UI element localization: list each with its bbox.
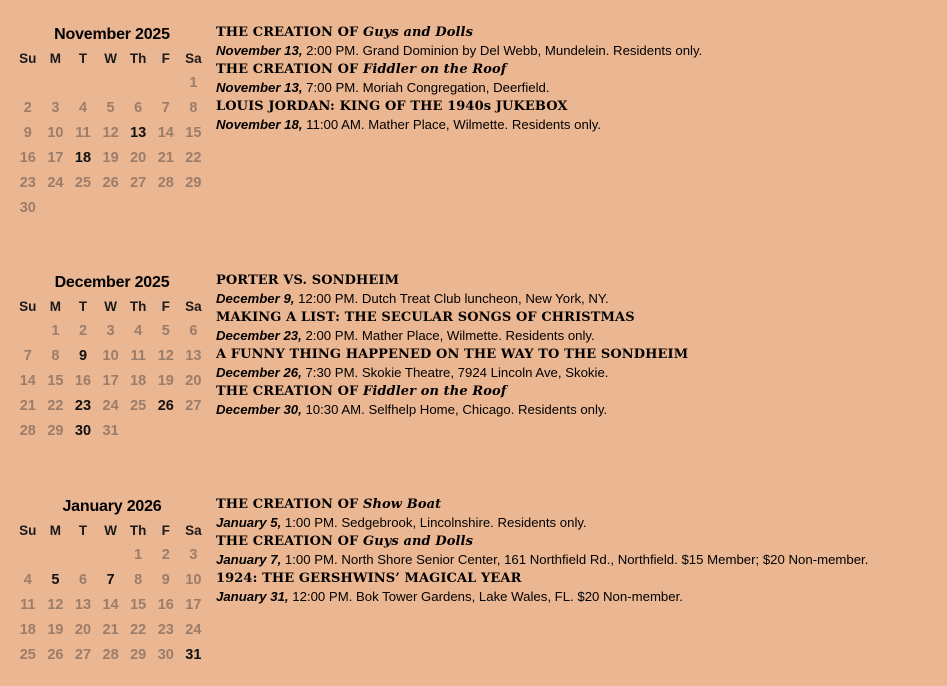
event-date: January 5,	[216, 515, 282, 530]
event-time-location: 12:00 PM. Dutch Treat Club luncheon, New York, NY.	[294, 291, 609, 306]
calendar-day-event: 31	[185, 647, 202, 663]
event-detail	[216, 401, 944, 419]
calendar-day: 21	[157, 150, 174, 166]
event-title	[216, 383, 944, 401]
calendar-day: 21	[19, 398, 36, 414]
calendar-day: 6	[78, 572, 88, 588]
calendar-day-event: 13	[130, 125, 147, 141]
event-title-text: 1924: THE GERSHWINS’ MAGICAL YEAR	[216, 571, 522, 586]
weekday-header: M	[49, 299, 62, 314]
event-title	[216, 272, 944, 290]
calendar-day: 23	[19, 175, 36, 191]
event-item	[216, 61, 944, 97]
calendar-day: 29	[130, 647, 147, 663]
calendar-day: 11	[75, 125, 91, 141]
calendar-day: 20	[130, 150, 147, 166]
calendar-day: 27	[185, 398, 202, 414]
event-item	[216, 98, 944, 134]
event-title-text: THE CREATION OF	[216, 497, 363, 512]
event-item	[216, 533, 944, 569]
calendar-day: 9	[23, 125, 32, 141]
calendar-day: 16	[19, 150, 36, 166]
event-item	[216, 496, 944, 532]
weekday-header: Th	[129, 51, 147, 66]
event-detail	[216, 116, 944, 134]
calendar-empty-cell	[14, 543, 42, 568]
calendar-november	[14, 24, 210, 221]
event-title	[216, 533, 944, 551]
calendar-empty-cell	[14, 319, 42, 344]
calendar-day: 22	[47, 398, 64, 414]
calendar-day: 6	[134, 100, 143, 116]
calendar-day-event: 23	[74, 398, 92, 414]
event-title-text: PORTER VS. SONDHEIM	[216, 273, 400, 288]
event-detail	[216, 364, 944, 382]
calendar-day: 5	[106, 100, 115, 116]
weekday-header: W	[104, 299, 117, 314]
event-detail	[216, 514, 944, 532]
calendar-day: 2	[23, 100, 32, 116]
weekday-header: Sa	[185, 51, 202, 66]
event-date: December 30,	[216, 402, 302, 417]
calendar-grid	[14, 294, 210, 444]
calendar-day: 14	[19, 373, 36, 389]
calendar-empty-cell	[69, 71, 97, 96]
calendar-day: 10	[47, 125, 64, 141]
calendar-day: 25	[19, 647, 36, 663]
calendar-day: 14	[102, 597, 119, 613]
calendar-day: 19	[157, 373, 174, 389]
event-detail	[216, 290, 944, 308]
calendar-day: 28	[157, 175, 174, 191]
event-item	[216, 383, 944, 419]
event-detail	[216, 551, 944, 569]
calendar-day: 16	[74, 373, 92, 389]
calendar-day: 11	[20, 597, 36, 613]
calendar-day: 20	[185, 373, 202, 389]
calendar-day: 30	[157, 647, 174, 663]
calendar-empty-cell	[97, 543, 125, 568]
calendar-day: 17	[47, 150, 64, 166]
event-list-december	[216, 272, 944, 420]
event-item	[216, 309, 944, 345]
calendar-day: 5	[161, 323, 170, 339]
event-title	[216, 496, 944, 514]
calendar-day: 1	[51, 323, 60, 339]
event-time-location: 11:00 AM. Mather Place, Wilmette. Residents only.	[302, 117, 602, 132]
calendar-day: 29	[47, 423, 64, 439]
event-time-location: 1:00 PM. North Shore Senior Center, 161 Northfield Rd., Northfield. $15 Member; $20 Non-member.	[281, 552, 869, 567]
calendar-day: 15	[185, 125, 202, 141]
event-date: November 13,	[216, 43, 303, 58]
calendar-day: 10	[185, 572, 202, 588]
calendar-empty-cell	[152, 71, 180, 96]
weekday-header: Th	[129, 299, 147, 314]
event-date: November 13,	[216, 80, 303, 95]
calendar-day: 26	[102, 175, 119, 191]
calendar-empty-cell	[69, 543, 97, 568]
calendar-day: 27	[130, 175, 147, 191]
event-item	[216, 24, 944, 60]
calendar-empty-cell	[42, 71, 70, 96]
calendar-day: 16	[157, 597, 174, 613]
calendar-day: 3	[189, 547, 198, 563]
event-detail	[216, 327, 944, 345]
calendar-day-event: 9	[78, 348, 88, 364]
calendar-day: 14	[157, 125, 174, 141]
calendar-grid	[14, 518, 210, 668]
calendar-day: 9	[161, 572, 170, 588]
event-detail	[216, 588, 944, 606]
event-item	[216, 346, 944, 382]
weekday-header: Sa	[185, 523, 202, 538]
calendar-day: 22	[130, 622, 147, 638]
event-title-text: A FUNNY THING HAPPENED ON THE WAY TO THE SONDHEIM	[216, 347, 689, 362]
weekday-header: F	[161, 51, 170, 66]
calendar-title: December 2025	[54, 274, 170, 291]
calendar-day: 28	[102, 647, 119, 663]
calendar-day: 8	[51, 348, 60, 364]
calendar-day: 4	[78, 100, 88, 116]
calendar-title: January 2026	[62, 498, 162, 515]
event-time-location: 10:30 AM. Selfhelp Home, Chicago. Residents only.	[301, 402, 608, 417]
calendar-day: 20	[74, 622, 92, 638]
calendar-day-event: 26	[157, 398, 174, 414]
event-title	[216, 98, 944, 116]
weekday-header: W	[104, 51, 117, 66]
calendar-day: 25	[74, 175, 92, 191]
calendar-day: 30	[19, 200, 36, 216]
calendar-empty-cell	[124, 71, 152, 96]
calendar-day: 13	[74, 597, 92, 613]
event-time-location: 2:00 PM. Mather Place, Wilmette. Residents only.	[301, 328, 595, 343]
event-show-name: Fiddler on the Roof	[363, 62, 507, 77]
calendar-day: 2	[161, 547, 170, 563]
calendar-day: 15	[47, 373, 64, 389]
weekday-header: Su	[19, 51, 37, 66]
event-title	[216, 309, 944, 327]
event-title	[216, 570, 944, 588]
calendar-day: 1	[189, 75, 198, 91]
calendar-day: 19	[47, 622, 64, 638]
event-title-text: LOUIS JORDAN: KING OF THE 1940s JUKEBOX	[216, 99, 568, 114]
calendar-day: 29	[185, 175, 202, 191]
event-detail	[216, 42, 944, 60]
event-time-location: 7:00 PM. Moriah Congregation, Deerfield.	[302, 80, 550, 95]
calendar-day: 4	[23, 572, 32, 588]
weekday-header: T	[78, 299, 88, 314]
event-title	[216, 346, 944, 364]
calendar-day: 8	[189, 100, 198, 116]
calendar-day: 21	[102, 622, 119, 638]
calendar-day: 17	[102, 373, 119, 389]
weekday-header: Th	[129, 523, 147, 538]
calendar-title: November 2025	[54, 26, 170, 43]
calendar-day: 19	[102, 150, 119, 166]
weekday-header: T	[78, 51, 88, 66]
calendar-december	[14, 272, 210, 444]
event-show-name: Guys and Dolls	[363, 25, 473, 40]
calendar-day: 26	[47, 647, 64, 663]
calendar-day: 24	[102, 398, 119, 414]
calendar-day: 15	[130, 597, 147, 613]
event-detail	[216, 79, 944, 97]
calendar-day-event: 18	[74, 150, 92, 166]
event-title-text: MAKING A LIST: THE SECULAR SONGS OF CHRISTMAS	[216, 310, 635, 325]
weekday-header: Sa	[185, 299, 202, 314]
event-item	[216, 570, 944, 606]
calendar-day: 28	[19, 423, 36, 439]
event-title	[216, 24, 944, 42]
event-title-text: THE CREATION OF	[216, 62, 363, 77]
event-title-text: THE CREATION OF	[216, 384, 363, 399]
event-time-location: 1:00 PM. Sedgebrook, Lincolnshire. Residents only.	[281, 515, 587, 530]
calendar-day: 8	[134, 572, 143, 588]
event-date: December 23,	[216, 328, 302, 343]
calendar-day: 18	[19, 622, 36, 638]
calendar-day: 13	[185, 348, 202, 364]
calendar-empty-cell	[14, 71, 42, 96]
event-list-january	[216, 496, 944, 607]
event-date: December 9,	[216, 291, 295, 306]
event-date: January 31,	[216, 589, 289, 604]
calendar-day: 2	[78, 323, 88, 339]
event-list-november	[216, 24, 944, 135]
event-show-name: Show Boat	[363, 497, 442, 512]
calendar-day: 18	[130, 373, 147, 389]
weekday-header: F	[161, 299, 170, 314]
calendar-day: 24	[185, 622, 202, 638]
calendar-day: 25	[130, 398, 147, 414]
calendar-january	[14, 496, 210, 668]
calendar-day: 3	[51, 100, 60, 116]
calendar-empty-cell	[97, 71, 125, 96]
event-show-name: Fiddler on the Roof	[363, 384, 507, 399]
calendar-day: 7	[23, 348, 32, 364]
calendar-day: 17	[185, 597, 202, 613]
weekday-header: W	[104, 523, 117, 538]
calendar-day: 4	[134, 323, 143, 339]
weekday-header: M	[49, 51, 62, 66]
calendar-day: 12	[102, 125, 119, 141]
calendar-day-event: 5	[51, 572, 60, 588]
calendar-day: 31	[102, 423, 119, 439]
calendar-day: 1	[134, 547, 143, 563]
event-item	[216, 272, 944, 308]
event-title-text: THE CREATION OF	[216, 534, 363, 549]
weekday-header: T	[78, 523, 88, 538]
calendar-day-event: 30	[74, 423, 92, 439]
calendar-day: 12	[157, 348, 174, 364]
calendar-day: 12	[47, 597, 64, 613]
event-time-location: 2:00 PM. Grand Dominion by Del Webb, Mundelein. Residents only.	[302, 43, 703, 58]
calendar-day: 7	[161, 100, 170, 116]
calendar-day: 10	[102, 348, 119, 364]
weekday-header: Su	[19, 299, 37, 314]
calendar-day: 22	[185, 150, 202, 166]
calendar-day: 11	[130, 348, 146, 364]
event-title	[216, 61, 944, 79]
calendar-empty-cell	[42, 543, 70, 568]
weekday-header: M	[49, 523, 62, 538]
event-date: December 26,	[216, 365, 302, 380]
calendar-day: 3	[106, 323, 115, 339]
calendar-day: 24	[47, 175, 64, 191]
calendar-day: 6	[189, 323, 198, 339]
event-time-location: 7:30 PM. Skokie Theatre, 7924 Lincoln Ave, Skokie.	[301, 365, 609, 380]
event-time-location: 12:00 PM. Bok Tower Gardens, Lake Wales, FL. $20 Non-member.	[288, 589, 683, 604]
weekday-header: Su	[19, 523, 37, 538]
event-title-text: THE CREATION OF	[216, 25, 363, 40]
weekday-header: F	[161, 523, 170, 538]
calendar-day: 27	[74, 647, 92, 663]
calendar-grid	[14, 46, 210, 221]
event-date: November 18,	[216, 117, 303, 132]
calendar-day-event: 7	[106, 572, 115, 588]
event-show-name: Guys and Dolls	[363, 534, 473, 549]
calendar-day: 23	[157, 622, 174, 638]
event-date: January 7,	[216, 552, 282, 567]
